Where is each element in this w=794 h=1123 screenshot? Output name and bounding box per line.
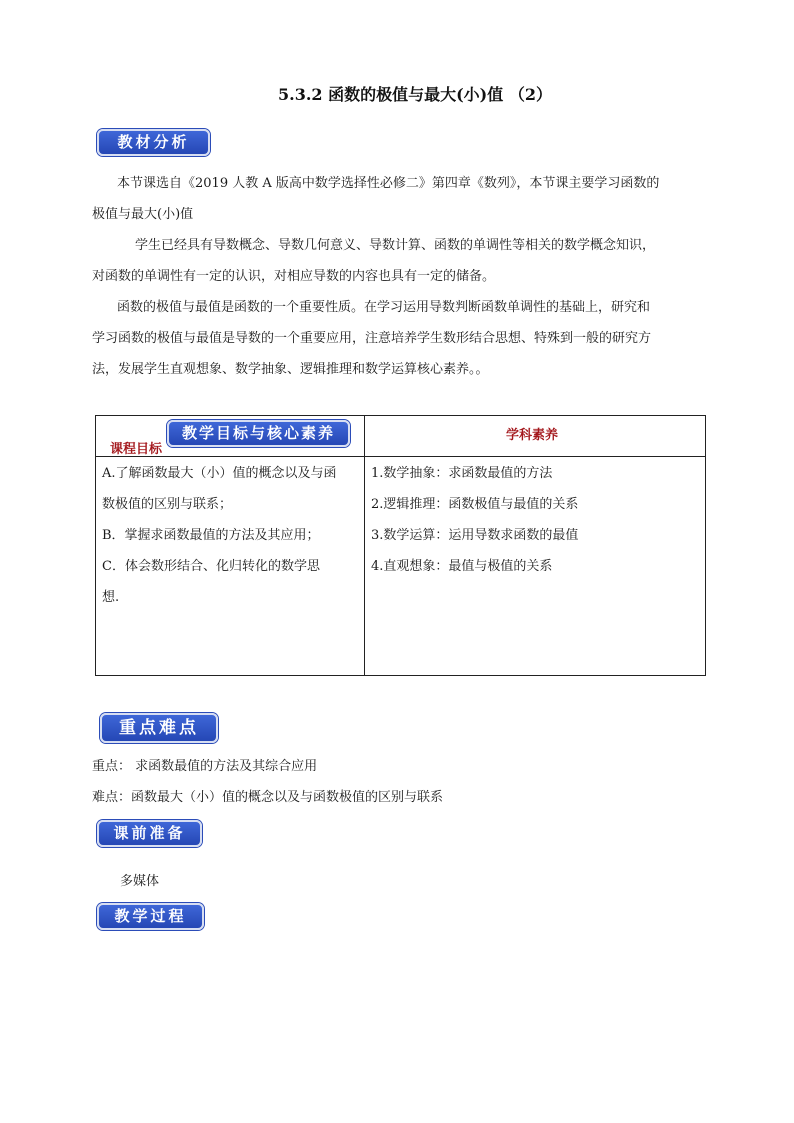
goals-right-header: 学科素养 xyxy=(506,428,559,443)
goals-left-line: 想. xyxy=(102,590,120,605)
section-tag-process: 教学过程 xyxy=(97,903,204,930)
goals-table-row-divider xyxy=(95,456,706,457)
analysis-paragraph-1-line-1: 本节课选自《2019 人教 A 版高中数学选择性必修二》第四章《数列》，本节课主要学习函数的 xyxy=(117,176,660,191)
goals-left-line: C．体会数形结合、化归转化的数学思 xyxy=(102,559,320,574)
goals-left-line: B．掌握求函数最值的方法及其应用； xyxy=(102,528,320,543)
goals-left-line: A.了解函数最大（小）值的概念以及与函 xyxy=(102,466,337,481)
key-point-focus: 重点： 求函数最值的方法及其综合应用 xyxy=(92,759,318,774)
analysis-paragraph-3-line-1: 函数的极值与最值是函数的一个重要性质。在学习运用导数判断函数单调性的基础上，研究和 xyxy=(117,300,651,315)
goals-table-column-divider xyxy=(364,415,365,676)
analysis-paragraph-3-line-2: 学习函数的极值与最值是导数的一个重要应用，注意培养学生数形结合思想、特殊到一般的研究方 xyxy=(92,331,652,346)
goals-right-line: 3.数学运算：运用导数求函数的最值 xyxy=(371,528,579,543)
preparation-content: 多媒体 xyxy=(120,874,160,889)
analysis-paragraph-3-line-3: 法，发展学生直观想象、数学抽象、逻辑推理和数学运算核心素养。。 xyxy=(92,362,489,377)
analysis-paragraph-2-line-2: 对函数的单调性有一定的认识，对相应导数的内容也具有一定的储备。 xyxy=(92,269,496,284)
section-tag-goals: 教学目标与核心素养 xyxy=(167,420,350,447)
section-tag-preparation: 课前准备 xyxy=(97,820,202,847)
page-title: 5.3.2 函数的极值与最大(小)值 （2） xyxy=(278,85,552,104)
key-point-difficulty: 难点：函数最大（小）值的概念以及与函数极值的区别与联系 xyxy=(92,790,444,805)
goals-left-header: 课程目标 xyxy=(110,442,163,457)
section-tag-analysis: 教材分析 xyxy=(97,129,210,156)
goals-left-line: 数极值的区别与联系； xyxy=(102,497,233,512)
goals-right-line: 1.数学抽象：求函数最值的方法 xyxy=(371,466,553,481)
analysis-paragraph-1-line-2: 极值与最大(小)值 xyxy=(92,207,194,222)
analysis-paragraph-2-line-1: 学生已经具有导数概念、导数几何意义、导数计算、函数的单调性等相关的数学概念知识， xyxy=(135,238,656,253)
section-tag-key-points: 重点难点 xyxy=(100,713,218,743)
goals-right-line: 2.逻辑推理：函数极值与最值的关系 xyxy=(371,497,579,512)
goals-right-line: 4.直观想象：最值与极值的关系 xyxy=(371,559,553,574)
